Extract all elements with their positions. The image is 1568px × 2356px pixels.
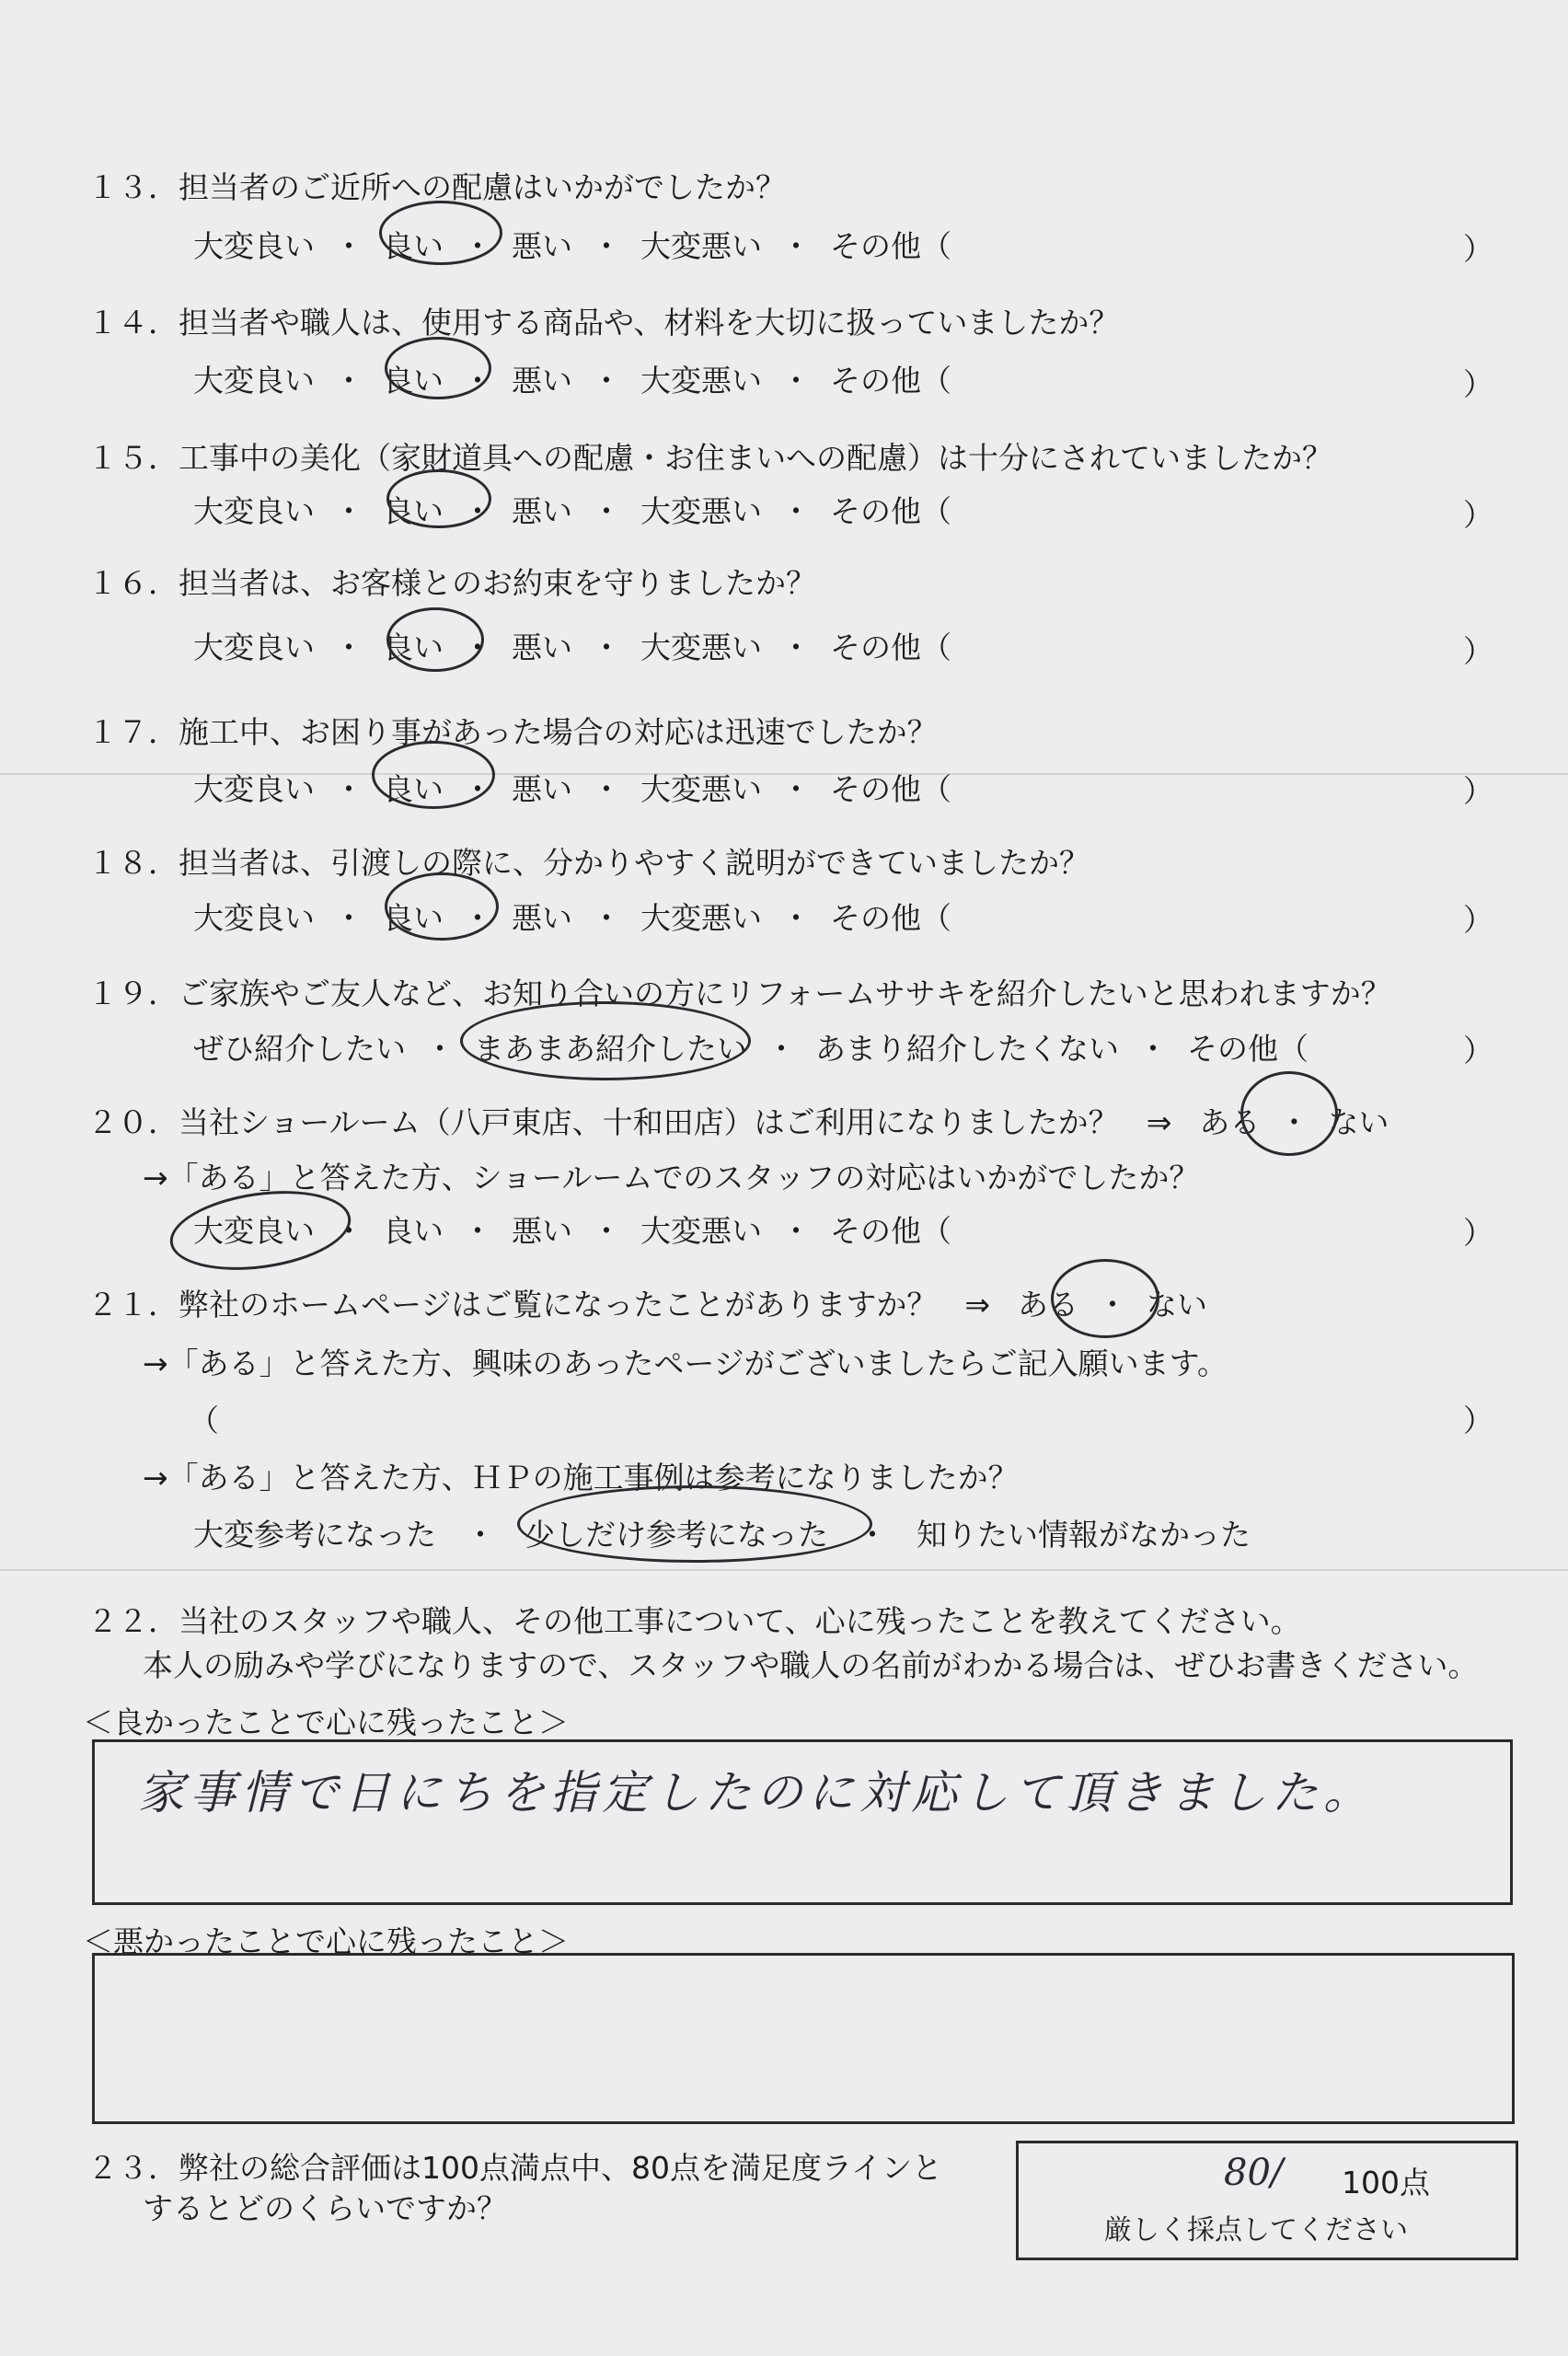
score-note: 厳しく採点してください [1104, 2214, 1408, 2246]
option-no[interactable]: ない [1147, 1287, 1207, 1322]
option-very-bad[interactable]: 大変悪い [640, 228, 762, 264]
question-17: １７．施工中、お困り事があった場合の対応は迅速でしたか？ [87, 714, 938, 750]
question-15: １５．工事中の美化（家財道具への配慮・お住まいへの配慮）は十分にされていましたか？ [87, 440, 1332, 476]
answer-circle [372, 741, 495, 809]
question-18: １８．担当者は、引渡しの際に、分かりやすく説明ができていましたか？ [87, 845, 1090, 881]
option-other[interactable]: その他（ [830, 1213, 951, 1249]
option-bad[interactable]: 悪い [512, 363, 572, 398]
question-20-sub: →「ある」と答えた方、ショールームでのスタッフの対応はいかがでしたか？ [143, 1160, 1200, 1195]
question-23-line2: するとどのくらいですか？ [143, 2190, 507, 2226]
question-13: １３．担当者のご近所への配慮はいかがでしたか？ [87, 169, 786, 205]
option-very-good[interactable]: 大変良い [193, 228, 315, 264]
option-other[interactable]: その他（ [830, 228, 951, 264]
close-paren: ） [1463, 497, 1493, 533]
option-good[interactable]: 良い [383, 771, 444, 807]
paper-fold [0, 1569, 1568, 1571]
options-15: 大変良い ・ 良い ・ 悪い ・ 大変悪い ・ その他（ [193, 493, 951, 529]
option-very-helpful[interactable]: 大変参考になった [193, 1517, 436, 1553]
option-other[interactable]: その他（ [830, 629, 951, 665]
open-paren: （ [189, 1403, 219, 1438]
option-very-bad[interactable]: 大変悪い [640, 363, 762, 398]
option-very-good[interactable]: 大変良い [193, 900, 315, 936]
option-bad[interactable]: 悪い [512, 493, 572, 529]
option-good[interactable]: 良い [383, 629, 444, 665]
question-20: ２０．当社ショールーム（八戸東店、十和田店）はご利用になりましたか？ ⇒ ある ・ ない [87, 1104, 1389, 1140]
answer-circle [386, 469, 491, 528]
close-paren: ） [1463, 366, 1493, 402]
option-other[interactable]: その他（ [830, 493, 951, 529]
close-paren: ） [1463, 1403, 1493, 1438]
option-bad[interactable]: 悪い [512, 1213, 572, 1249]
option-good[interactable]: 良い [383, 228, 444, 264]
good-comment-handwriting: 家事情で日にちを指定したのに対応して頂きました。 [138, 1766, 1375, 1819]
option-very-good[interactable]: 大変良い [193, 771, 315, 807]
answer-circle [386, 607, 484, 672]
close-paren: ） [1463, 773, 1493, 809]
answer-circle [517, 1485, 872, 1563]
question-16: １６．担当者は、お客様とのお約束を守りましたか？ [87, 565, 816, 601]
option-very-good[interactable]: 大変良い [193, 363, 315, 398]
option-bad[interactable]: 悪い [512, 900, 572, 936]
answer-circle [460, 1001, 751, 1080]
option-very-bad[interactable]: 大変悪い [640, 493, 762, 529]
option-somewhat[interactable]: まあまあ紹介したい [474, 1031, 747, 1067]
option-other[interactable]: その他（ [830, 771, 951, 807]
option-bad[interactable]: 悪い [512, 629, 572, 665]
question-23-line1: ２３．弊社の総合評価は100点満点中、80点を満足度ラインと [87, 2150, 942, 2186]
option-other[interactable]: その他（ [830, 363, 951, 398]
answer-circle [1240, 1071, 1338, 1156]
option-definitely[interactable]: ぜひ紹介したい [193, 1031, 406, 1067]
option-not-much[interactable]: あまり紹介したくない [815, 1031, 1119, 1067]
option-other[interactable]: その他（ [830, 900, 951, 936]
options-16: 大変良い ・ 良い ・ 悪い ・ 大変悪い ・ その他（ [193, 629, 951, 665]
answer-circle [385, 337, 491, 399]
option-other[interactable]: その他（ [1187, 1031, 1309, 1067]
close-paren: ） [1463, 231, 1493, 267]
question-22-line1: ２２．当社のスタッフや職人、その他工事について、心に残ったことを教えてください。 [87, 1603, 1301, 1639]
options-14: 大変良い ・ 良い ・ 悪い ・ 大変悪い ・ その他（ [193, 363, 951, 398]
option-slightly-helpful[interactable]: 少しだけ参考になった [525, 1517, 828, 1553]
option-no[interactable]: ない [1328, 1104, 1389, 1140]
options-19: ぜひ紹介したい ・ まあまあ紹介したい ・ あまり紹介したくない ・ その他（ [193, 1031, 1309, 1067]
option-very-bad[interactable]: 大変悪い [640, 1213, 762, 1249]
option-good[interactable]: 良い [383, 900, 444, 936]
close-paren: ） [1463, 633, 1493, 669]
option-yes[interactable]: ある [1199, 1104, 1261, 1140]
answer-circle [379, 201, 502, 265]
question-14: １４．担当者や職人は、使用する商品や、材料を大切に扱っていましたか？ [87, 305, 1120, 341]
option-good[interactable]: 良い [383, 1213, 444, 1249]
option-good[interactable]: 良い [383, 363, 444, 398]
bad-comment-box[interactable] [92, 1953, 1515, 2124]
close-paren: ） [1463, 1215, 1493, 1251]
options-17: 大変良い ・ 良い ・ 悪い ・ 大変悪い ・ その他（ [193, 771, 951, 807]
answer-circle [1051, 1259, 1159, 1338]
option-very-good[interactable]: 大変良い [193, 1213, 315, 1249]
option-good[interactable]: 良い [383, 493, 444, 529]
answer-circle [385, 872, 499, 941]
option-very-bad[interactable]: 大変悪い [640, 900, 762, 936]
options-20: 大変良い ・ 良い ・ 悪い ・ 大変悪い ・ その他（ [193, 1213, 951, 1249]
question-21-sub1: →「ある」と答えた方、興味のあったページがございましたらご記入願います。 [143, 1345, 1228, 1381]
option-very-bad[interactable]: 大変悪い [640, 629, 762, 665]
option-bad[interactable]: 悪い [512, 228, 572, 264]
score-max: 100点 [1342, 2165, 1430, 2200]
question-22-line2: 本人の励みや学びになりますので、スタッフや職人の名前がわかる場合は、ぜひお書きください。 [143, 1647, 1479, 1683]
option-very-bad[interactable]: 大変悪い [640, 771, 762, 807]
score-handwriting: 80/ [1224, 2152, 1284, 2194]
question-21: ２１．弊社のホームページはご覧になったことがありますか？ ⇒ ある ・ ない [87, 1287, 1207, 1322]
options-18: 大変良い ・ 良い ・ 悪い ・ 大変悪い ・ その他（ [193, 900, 951, 936]
close-paren: ） [1463, 902, 1493, 938]
option-very-good[interactable]: 大変良い [193, 493, 315, 529]
option-yes[interactable]: ある [1018, 1287, 1078, 1322]
good-label: ＜良かったことで心に残ったこと＞ [83, 1704, 569, 1740]
options-21: 大変参考になった ・ 少しだけ参考になった ・ 知りたい情報がなかった [193, 1517, 1251, 1553]
bad-label: ＜悪かったことで心に残ったこと＞ [83, 1923, 569, 1959]
close-paren: ） [1463, 1033, 1493, 1068]
question-21-sub2: →「ある」と答えた方、ＨＰの施工事例は参考になりましたか？ [143, 1460, 1019, 1496]
options-13: 大変良い ・ 良い ・ 悪い ・ 大変悪い ・ その他（ [193, 228, 951, 264]
question-19: １９．ご家族やご友人など、お知り合いの方にリフォームササキを紹介したいと思われますか？ [87, 976, 1391, 1011]
option-very-good[interactable]: 大変良い [193, 629, 315, 665]
option-bad[interactable]: 悪い [512, 771, 572, 807]
option-not-helpful[interactable]: 知りたい情報がなかった [917, 1517, 1251, 1553]
